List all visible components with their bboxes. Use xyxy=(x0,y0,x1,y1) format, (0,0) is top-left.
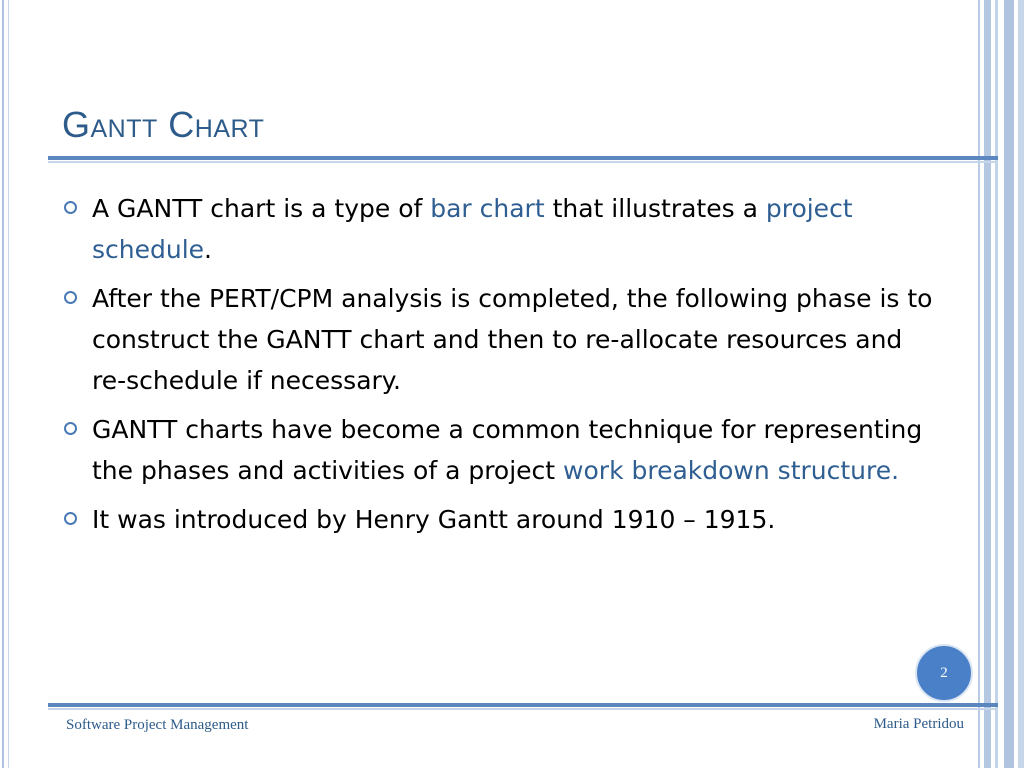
circle-bullet-icon xyxy=(64,422,77,435)
circle-bullet-icon xyxy=(64,291,77,304)
page-number-badge xyxy=(915,644,973,702)
right-border-line-1 xyxy=(978,0,980,768)
bullet-text: GANTT charts have become a common technique for representing the phases and activities of a project xyxy=(92,415,923,485)
bullet-item xyxy=(64,278,944,401)
bullet-item xyxy=(64,499,944,540)
footer-divider xyxy=(48,703,998,707)
bullet-text: It was introduced by Henry Gantt around 1910 – 1915. xyxy=(92,505,776,534)
bullet-item xyxy=(64,409,944,491)
bullet-list xyxy=(64,188,944,548)
hyperlink-text[interactable]: work breakdown structure. xyxy=(563,456,900,485)
footer-author-name: Maria Petridou xyxy=(873,716,964,732)
footer-divider-shadow xyxy=(48,708,998,710)
bullet-text: that illustrates a xyxy=(544,194,766,223)
circle-bullet-icon xyxy=(64,201,77,214)
slide-title: Gantt Chart xyxy=(62,104,265,145)
hyperlink-text[interactable]: project schedule xyxy=(92,194,853,264)
right-border-line-4 xyxy=(1004,0,1014,768)
hyperlink-text[interactable]: bar chart xyxy=(430,194,545,223)
circle-bullet-icon xyxy=(64,512,77,525)
left-border-line-1 xyxy=(2,0,4,768)
right-border-line-2 xyxy=(984,0,991,768)
page-number: 2 xyxy=(940,664,948,681)
bullet-text: After the PERT/CPM analysis is completed, the following phase is to construct the GANTT chart and then to re-allocate resources and re-schedule if necessary. xyxy=(92,284,933,395)
title-divider xyxy=(48,156,998,160)
bullet-text: A GANTT chart is a type of xyxy=(92,194,431,223)
bullet-item xyxy=(64,188,944,270)
right-border-line-5 xyxy=(1018,0,1024,768)
left-border-line-2 xyxy=(8,0,9,768)
right-border-line-3 xyxy=(995,0,998,768)
footer-course-name: Software Project Management xyxy=(66,717,249,733)
title-divider-shadow xyxy=(48,161,998,163)
bullet-text: . xyxy=(204,235,212,264)
